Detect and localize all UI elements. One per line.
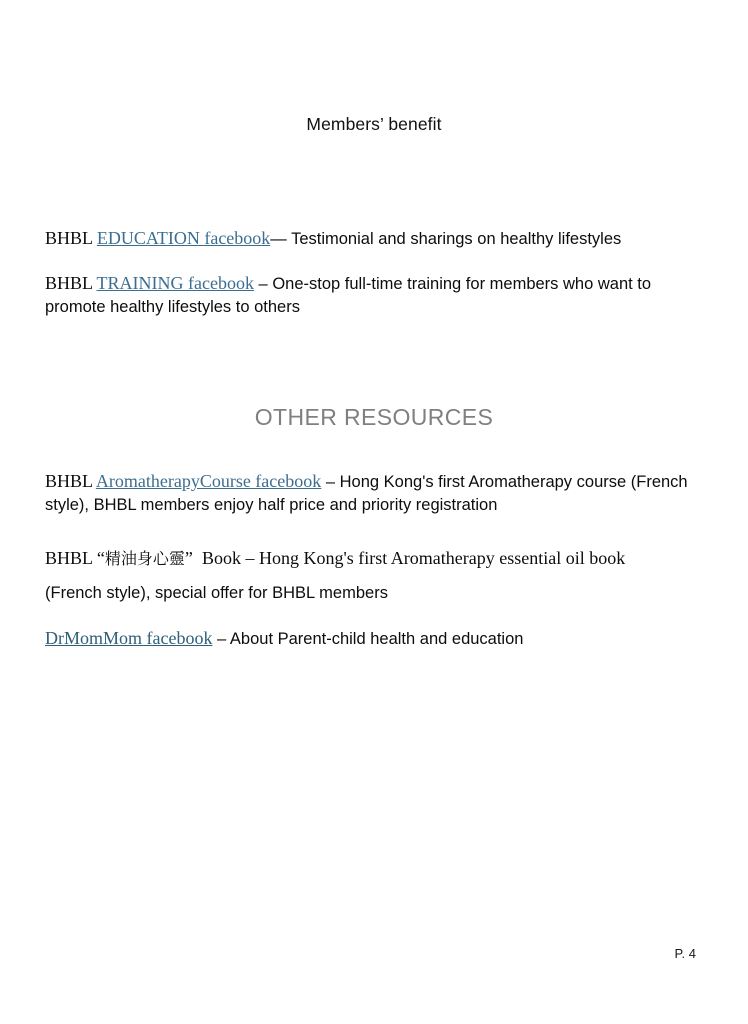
item-prefix: BHBL [45, 228, 97, 248]
aromatherapy-course-facebook-link[interactable]: AromatherapyCourse facebook [95, 471, 322, 491]
item-text: – One-stop full-time training for members who want to promote healthy lifestyles to others [45, 275, 652, 316]
item-text: – About Parent-child health and education [212, 630, 524, 648]
page-number: P. 4 [674, 946, 696, 961]
section-heading: OTHER RESOURCES [254, 404, 494, 430]
list-item [45, 627, 705, 651]
book-title-cjk: 精油身心靈 [104, 549, 185, 568]
item-text: — Testimonial and sharings on healthy lifestyles [270, 230, 622, 248]
item-prefix: BHBL [45, 273, 97, 293]
list-item [45, 547, 705, 571]
page-title: Members’ benefit [306, 114, 442, 134]
item-quote-close: ” [184, 548, 193, 568]
item-text: Book – Hong Kong's first Aromatherapy essential oil book [202, 548, 626, 568]
list-item [45, 227, 705, 251]
list-item [45, 470, 705, 516]
education-facebook-link[interactable]: EDUCATION facebook [96, 228, 271, 248]
item-prefix: BHBL [45, 471, 96, 491]
item-text: – Hong Kong's first Aromatherapy course (French style), BHBL members enjoy half price and priority registration [45, 473, 688, 514]
training-facebook-link[interactable]: TRAINING facebook [96, 273, 254, 293]
item-prefix: BHBL “ [45, 548, 105, 568]
item-text-line2: (French style), special offer for BHBL members [45, 584, 388, 602]
list-item [45, 272, 705, 318]
drmommom-facebook-link[interactable]: DrMomMom facebook [45, 628, 213, 648]
